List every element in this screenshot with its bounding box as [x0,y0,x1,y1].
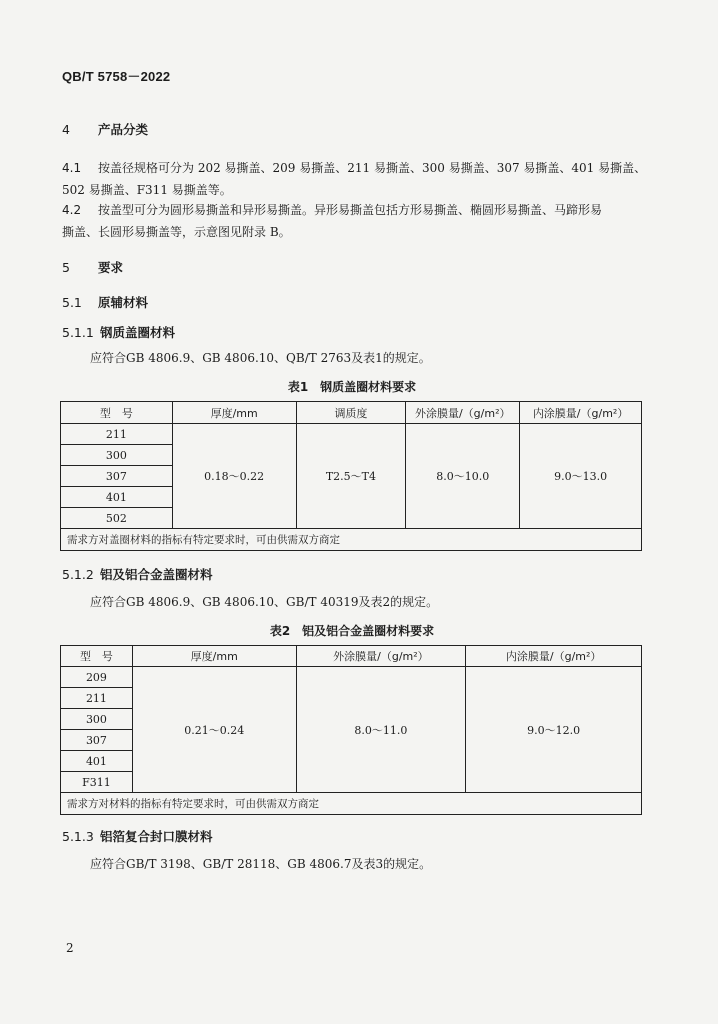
document-code-header: QB/T 5758－2022 [62,69,171,84]
column-header: 外涂膜量/（g/m²） [406,402,520,424]
section-5-1-2-heading [62,565,213,583]
outer-coating-cell: 8.0～11.0 [296,667,466,793]
temper-cell: T2.5～T4 [296,424,406,529]
clause-5-1-1-text: 应符合GB 4806.9、GB 4806.10、QB/T 2763及表1的规定。 [90,351,431,365]
model-cell: 307 [61,466,173,487]
model-cell: 209 [61,667,133,688]
clause-number: 4.1 [62,161,82,175]
column-header: 调质度 [296,402,406,424]
section-5-1-heading [62,293,148,311]
clause-text-line: 撕盖、长圆形易撕盖等，示意图见附录 B。 [62,225,291,239]
section-title: 钢质盖圈材料 [100,325,176,340]
model-cell: 300 [61,445,173,466]
table-header-row [61,646,642,667]
column-header: 内涂膜量/（g/m²） [520,402,642,424]
table-note: 需求方对材料的指标有特定要求时，可由供需双方商定 [61,793,642,815]
model-cell: 211 [61,688,133,709]
clause-4-2 [62,199,662,243]
model-cell: F311 [61,772,133,793]
section-number: 5.1.2 [62,567,94,582]
table-row [61,667,642,688]
section-number: 5.1 [62,295,82,310]
table-note-row [61,529,642,551]
table-2-caption: 表2 铝及铝合金盖圈材料要求 [269,624,435,638]
section-title: 产品分类 [98,122,149,137]
outer-coating-cell: 8.0～10.0 [406,424,520,529]
section-title: 铝箔复合封口膜材料 [100,829,213,844]
table-note: 需求方对盖圈材料的指标有特定要求时，可由供需双方商定 [61,529,642,551]
section-4-heading [62,120,148,138]
clause-text-line: 502 易撕盖、F311 易撕盖等。 [62,183,232,197]
column-header: 内涂膜量/（g/m²） [466,646,642,667]
section-title: 铝及铝合金盖圈材料 [100,567,213,582]
table-row [61,424,642,445]
table-header-row [61,402,642,424]
table-note-row [61,793,642,815]
model-cell: 300 [61,709,133,730]
table-1-caption: 表1 钢质盖圈材料要求 [287,380,417,394]
clause-5-1-3-text: 应符合GB/T 3198、GB/T 28118、GB 4806.7及表3的规定。 [90,857,432,871]
inner-coating-cell: 9.0～12.0 [466,667,642,793]
section-number: 4 [62,122,70,137]
table-2 [60,645,642,815]
thickness-cell: 0.21～0.24 [132,667,296,793]
column-header: 型 号 [61,646,133,667]
section-title: 要求 [98,260,124,275]
model-cell: 401 [61,487,173,508]
section-number: 5.1.3 [62,829,94,844]
clause-5-1-2-text: 应符合GB 4806.9、GB 4806.10、GB/T 40319及表2的规定。 [90,595,439,609]
column-header: 型 号 [61,402,173,424]
column-header: 厚度/mm [132,646,296,667]
clause-4-1 [62,157,662,201]
model-cell: 401 [61,751,133,772]
clause-text-line: 按盖型可分为圆形易撕盖和异形易撕盖。异形易撕盖包括方形易撕盖、椭圆形易撕盖、马蹄形易 [98,203,603,217]
model-cell: 211 [61,424,173,445]
model-cell: 307 [61,730,133,751]
section-number: 5 [62,260,70,275]
table-1 [60,401,642,551]
section-5-heading [62,258,123,276]
clause-number: 4.2 [62,203,82,217]
section-title: 原辅材料 [98,295,149,310]
column-header: 外涂膜量/（g/m²） [296,646,466,667]
section-5-1-3-heading [62,827,213,845]
model-cell: 502 [61,508,173,529]
thickness-cell: 0.18～0.22 [172,424,296,529]
column-header: 厚度/mm [172,402,296,424]
section-number: 5.1.1 [62,325,94,340]
clause-text-line: 按盖径规格可分为 202 易撕盖、209 易撕盖、211 易撕盖、300 易撕盖、307 易撕盖、401 易撕盖、 [98,161,647,175]
page-number: 2 [66,941,74,955]
inner-coating-cell: 9.0～13.0 [520,424,642,529]
section-5-1-1-heading [62,323,175,341]
